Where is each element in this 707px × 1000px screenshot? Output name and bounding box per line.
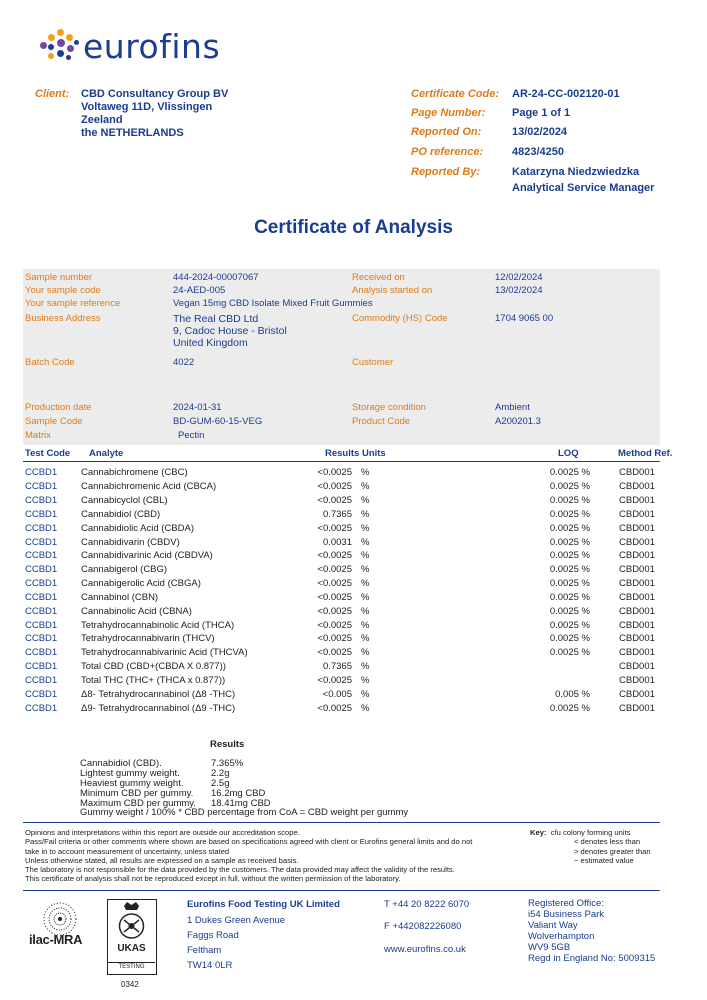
unit: % <box>361 537 370 548</box>
registered-office-line: WV9 5GB <box>528 942 571 953</box>
method: CBD001 <box>619 495 655 506</box>
business-address-label: Business Address <box>25 313 101 324</box>
product-code-label: Product Code <box>352 416 411 427</box>
col-test-code: Test Code <box>25 448 71 459</box>
summary-label: Cannabidiol (CBD). <box>80 758 162 769</box>
client-name: CBD Consultancy Group BV <box>81 88 229 100</box>
company-address-line: Faggs Road <box>187 930 239 941</box>
analyte: Cannabinolic Acid (CBNA) <box>81 606 192 617</box>
summary-value: 2.2g <box>211 768 230 779</box>
analyte: Cannabidivarinic Acid (CBDVA) <box>81 550 213 561</box>
loq: 0.0025 % <box>549 550 590 561</box>
table-row <box>0 578 707 591</box>
production-date-label: Production date <box>25 402 92 413</box>
table-row <box>0 689 707 702</box>
disclaimer-line: Pass/Fail criteria or other comments where shown are based on specifications agreed with client or Eurofins general limits and do not <box>25 837 473 847</box>
storage-condition-label: Storage condition <box>352 402 426 413</box>
col-method-ref: Method Ref. <box>618 448 673 459</box>
company-address <box>187 913 285 973</box>
result: <0.0025 <box>317 592 352 603</box>
table-row <box>0 675 707 688</box>
unit: % <box>361 578 370 589</box>
sample-number: 444-2024-00007067 <box>173 272 259 283</box>
unit: % <box>361 689 370 700</box>
table-row <box>0 467 707 480</box>
commodity-code: 1704 9065 00 <box>495 313 554 324</box>
table-row <box>0 620 707 633</box>
website-link[interactable]: www.eurofins.co.uk <box>384 944 466 955</box>
analyte: Total THC (THC+ (THCA x 0.877)) <box>81 675 226 686</box>
your-sample-code: 24-AED-005 <box>173 285 226 296</box>
result: <0.0025 <box>317 620 352 631</box>
analyte: Total CBD (CBD+(CBDA X 0.877)) <box>81 661 226 672</box>
col-results-units: Results Units <box>325 448 386 459</box>
key-estimated: ~ estimated value <box>574 855 634 865</box>
table-row <box>0 537 707 550</box>
method: CBD001 <box>619 633 655 644</box>
method: CBD001 <box>619 620 655 631</box>
method: CBD001 <box>619 703 655 714</box>
product-code: A200201.3 <box>495 416 541 427</box>
summary-value: 7.365% <box>211 758 244 769</box>
table-row <box>0 509 707 522</box>
sample-code-label: Your sample code <box>25 285 101 296</box>
method: CBD001 <box>619 564 655 575</box>
result: <0.0025 <box>317 523 352 534</box>
loq: 0.0025 % <box>549 564 590 575</box>
disclaimer-line: The laboratory is not responsible for the data provided by the customers. The data provided may affect the validity of the results. <box>25 865 455 875</box>
unit: % <box>361 606 370 617</box>
col-analyte: Analyte <box>89 448 124 459</box>
registered-office-line: i54 Business Park <box>528 909 605 920</box>
test-code: CCBD1 <box>25 592 58 603</box>
unit: % <box>361 661 370 672</box>
test-code: CCBD1 <box>25 550 58 561</box>
test-code: CCBD1 <box>25 606 58 617</box>
loq: 0.0025 % <box>549 467 590 478</box>
summary-value: 16.2mg CBD <box>211 788 266 799</box>
test-code: CCBD1 <box>25 675 58 686</box>
method: CBD001 <box>619 675 655 686</box>
results-summary-values <box>211 759 271 809</box>
disclaimer-line: This certificate of analysis shall not be reproduced except in full, without the written permission of the laboratory. <box>25 874 401 884</box>
matrix: Pectin <box>178 430 205 441</box>
summary-value: 18.41mg CBD <box>211 798 271 809</box>
test-code: CCBD1 <box>25 647 58 658</box>
registered-office-line: Registered Office: <box>528 898 604 909</box>
table-row <box>0 523 707 536</box>
disclaimer-line: take in to account measurement of uncertainty, unless stated <box>25 846 230 856</box>
col-loq: LOQ <box>558 448 579 459</box>
unit: % <box>361 550 370 561</box>
page-title: Certificate of Analysis <box>254 217 453 238</box>
analyte: Cannabigerolic Acid (CBGA) <box>81 578 201 589</box>
registered-office-line: Valiant Way <box>528 920 578 931</box>
disclaimer-line: Opinions and interpretations within this report are outside our accreditation scope. <box>25 828 300 837</box>
ukas-text: UKAS <box>117 943 146 954</box>
business-address-line: United Kingdom <box>173 337 248 349</box>
analysis-started: 13/02/2024 <box>495 285 543 296</box>
result: <0.0025 <box>317 467 352 478</box>
footer-divider-bottom <box>23 890 660 891</box>
certificate-code-label: Certificate Code: <box>411 88 500 100</box>
method: CBD001 <box>619 537 655 548</box>
method: CBD001 <box>619 661 655 672</box>
method: CBD001 <box>619 550 655 561</box>
loq: 0.005 % <box>555 689 590 700</box>
company-address-line: TW14 0LR <box>187 960 233 971</box>
analyte: Δ9- Tetrahydrocannabinol (Δ9 -THC) <box>81 703 236 714</box>
loq: 0.0025 % <box>549 523 590 534</box>
analyte: Cannabigerol (CBG) <box>81 564 168 575</box>
sample-number-label: Sample number <box>25 272 93 283</box>
client-address <box>81 88 228 140</box>
loq: 0.0025 % <box>549 620 590 631</box>
analyte: Cannabichromene (CBC) <box>81 467 188 478</box>
table-row <box>0 703 707 716</box>
analysis-started-label: Analysis started on <box>352 285 433 296</box>
test-code: CCBD1 <box>25 661 58 672</box>
disclaimer <box>25 828 535 884</box>
registered-office-line: Regd in England No: 5009315 <box>528 953 656 964</box>
results-heading: Results <box>210 739 245 750</box>
sample-info-panel <box>23 269 660 445</box>
reported-by-name: Katarzyna Niedzwiedzka <box>512 166 640 178</box>
ukas-logo <box>107 899 157 975</box>
analyte: Tetrahydrocannabivarin (THCV) <box>81 633 215 644</box>
sample-reference: Vegan 15mg CBD Isolate Mixed Fruit Gummies <box>173 298 373 309</box>
batch-code-label: Batch Code <box>25 357 75 368</box>
summary-label: Maximum CBD per gummy. <box>80 798 196 809</box>
loq: 0.0025 % <box>549 633 590 644</box>
test-code: CCBD1 <box>25 703 58 714</box>
test-code: CCBD1 <box>25 467 58 478</box>
unit: % <box>361 633 370 644</box>
po-reference: 4823/4250 <box>512 146 564 158</box>
loq: 0.0025 % <box>549 578 590 589</box>
test-code: CCBD1 <box>25 633 58 644</box>
result: <0.0025 <box>317 481 352 492</box>
analyte: Tetrahydrocannabinolic Acid (THCA) <box>81 620 235 631</box>
unit: % <box>361 620 370 631</box>
reported-by-label: Reported By: <box>411 166 481 178</box>
unit: % <box>361 564 370 575</box>
batch-code: 4022 <box>173 357 195 368</box>
summary-value: 2.5g <box>211 778 230 789</box>
loq: 0.0025 % <box>549 703 590 714</box>
matrix-label: Matrix <box>25 430 51 441</box>
unit: % <box>361 495 370 506</box>
test-code: CCBD1 <box>25 509 58 520</box>
commodity-code-label: Commodity (HS) Code <box>352 313 448 324</box>
unit: % <box>361 509 370 520</box>
key-greater-than: > denotes greater than <box>574 846 651 856</box>
analyte: Δ8- Tetrahydrocannabinol (Δ8 -THC) <box>81 689 236 700</box>
business-address <box>173 313 287 349</box>
test-code: CCBD1 <box>25 564 58 575</box>
storage-condition: Ambient <box>495 402 530 413</box>
loq: 0.0025 % <box>549 647 590 658</box>
unit: % <box>361 523 370 534</box>
production-date: 2024-01-31 <box>173 402 222 413</box>
analyte: Cannabichromenic Acid (CBCA) <box>81 481 217 492</box>
fax-number: F +442082226080 <box>384 921 462 932</box>
analyte: Cannabidiol (CBD) <box>81 509 161 520</box>
test-code: CCBD1 <box>25 578 58 589</box>
table-row <box>0 564 707 577</box>
eurofins-logo-text: eurofins <box>83 27 221 66</box>
received-on-label: Received on <box>352 272 405 283</box>
method: CBD001 <box>619 689 655 700</box>
company-name: Eurofins Food Testing UK Limited <box>187 899 340 910</box>
analyte: Tetrahydrocannabivarinic Acid (THCVA) <box>81 647 248 658</box>
analyte: Cannabinol (CBN) <box>81 592 159 603</box>
result: <0.0025 <box>317 703 352 714</box>
unit: % <box>361 592 370 603</box>
unit: % <box>361 675 370 686</box>
result: <0.0025 <box>317 675 352 686</box>
loq: 0.0025 % <box>549 509 590 520</box>
customer-label: Customer <box>352 357 394 368</box>
table-row <box>0 633 707 646</box>
method: CBD001 <box>619 481 655 492</box>
method: CBD001 <box>619 523 655 534</box>
loq: 0.0025 % <box>549 606 590 617</box>
results-summary-labels <box>80 759 196 809</box>
result: <0.0025 <box>317 495 352 506</box>
test-code: CCBD1 <box>25 537 58 548</box>
sample-code2-label: Sample Code <box>25 416 83 427</box>
analyte: Cannabicyclol (CBL) <box>81 495 168 506</box>
ilac-mra-text: ilac-MRA <box>29 932 83 947</box>
loq: 0.0025 % <box>549 495 590 506</box>
test-code: CCBD1 <box>25 481 58 492</box>
registered-office <box>528 898 655 964</box>
reported-by <box>512 166 654 195</box>
reported-on-label: Reported On: <box>411 126 482 138</box>
unit: % <box>361 481 370 492</box>
page-number: Page 1 of 1 <box>512 107 571 119</box>
client-street: Voltaweg 11D, Vlissingen <box>81 101 213 113</box>
sample-code2: BD-GUM-60-15-VEG <box>173 416 263 427</box>
registered-office-line: Wolverhampton <box>528 931 595 942</box>
client-label: Client: <box>35 88 70 100</box>
result: <0.0025 <box>317 550 352 561</box>
result: 0.7365 <box>322 509 352 520</box>
disclaimer-line: Unless otherwise stated, all results are expressed on a sample as received basis. <box>25 855 299 865</box>
table-row <box>0 550 707 563</box>
test-code: CCBD1 <box>25 620 58 631</box>
company-address-line: Feltham <box>187 945 222 956</box>
client-country: the NETHERLANDS <box>81 127 184 139</box>
method: CBD001 <box>619 578 655 589</box>
result: <0.0025 <box>317 564 352 575</box>
test-code: CCBD1 <box>25 523 58 534</box>
result: <0.0025 <box>317 647 352 658</box>
loq: 0.0025 % <box>549 592 590 603</box>
po-reference-label: PO reference: <box>411 146 484 158</box>
result: <0.0025 <box>317 633 352 644</box>
sample-reference-label: Your sample reference <box>25 298 121 309</box>
business-address-line: 9, Cadoc House - Bristol <box>173 325 287 337</box>
result: 0.0031 <box>322 537 352 548</box>
summary-label: Heaviest gummy weight. <box>80 778 184 789</box>
method: CBD001 <box>619 592 655 603</box>
loq: 0.0025 % <box>549 537 590 548</box>
method: CBD001 <box>619 467 655 478</box>
summary-label: Minimum CBD per gummy. <box>80 788 194 799</box>
key-label: Key: <box>530 828 547 837</box>
result: <0.005 <box>322 689 352 700</box>
table-row <box>0 606 707 619</box>
reported-by-title: Analytical Service Manager <box>512 182 655 194</box>
company-address-line: 1 Dukes Green Avenue <box>187 915 286 926</box>
crown-icon <box>108 900 155 946</box>
analyte: Cannabidivarin (CBDV) <box>81 537 180 548</box>
key-legend <box>530 828 651 865</box>
results-note: Gummy weight / 100% * CBD percentage from CoA = CBD weight per gummy <box>80 807 409 818</box>
key-less-than: < denotes less than <box>574 837 641 847</box>
ukas-number: 0342 <box>121 980 139 989</box>
unit: % <box>361 647 370 658</box>
reported-on: 13/02/2024 <box>512 126 568 138</box>
result: 0.7365 <box>322 661 352 672</box>
ukas-testing-text: TESTING <box>108 962 155 970</box>
method: CBD001 <box>619 606 655 617</box>
page-number-label: Page Number: <box>411 107 486 119</box>
table-row <box>0 647 707 660</box>
key-cfu: cfu colony forming units <box>550 828 631 837</box>
analyte: Cannabidiolic Acid (CBDA) <box>81 523 194 534</box>
result: <0.0025 <box>317 606 352 617</box>
test-code: CCBD1 <box>25 689 58 700</box>
method: CBD001 <box>619 647 655 658</box>
business-address-line: The Real CBD Ltd <box>173 313 259 325</box>
loq: 0.0025 % <box>549 481 590 492</box>
result: <0.0025 <box>317 578 352 589</box>
received-on: 12/02/2024 <box>495 272 543 283</box>
footer-divider-top <box>23 822 660 823</box>
table-row <box>0 495 707 508</box>
unit: % <box>361 467 370 478</box>
method: CBD001 <box>619 509 655 520</box>
table-header-rule <box>23 461 660 462</box>
unit: % <box>361 703 370 714</box>
table-row <box>0 661 707 674</box>
summary-label: Lightest gummy weight. <box>80 768 180 779</box>
table-row <box>0 592 707 605</box>
table-row <box>0 481 707 494</box>
client-region: Zeeland <box>81 114 123 126</box>
test-code: CCBD1 <box>25 495 58 506</box>
phone-number: T +44 20 8222 6070 <box>384 899 470 910</box>
certificate-code: AR-24-CC-002120-01 <box>512 88 620 100</box>
